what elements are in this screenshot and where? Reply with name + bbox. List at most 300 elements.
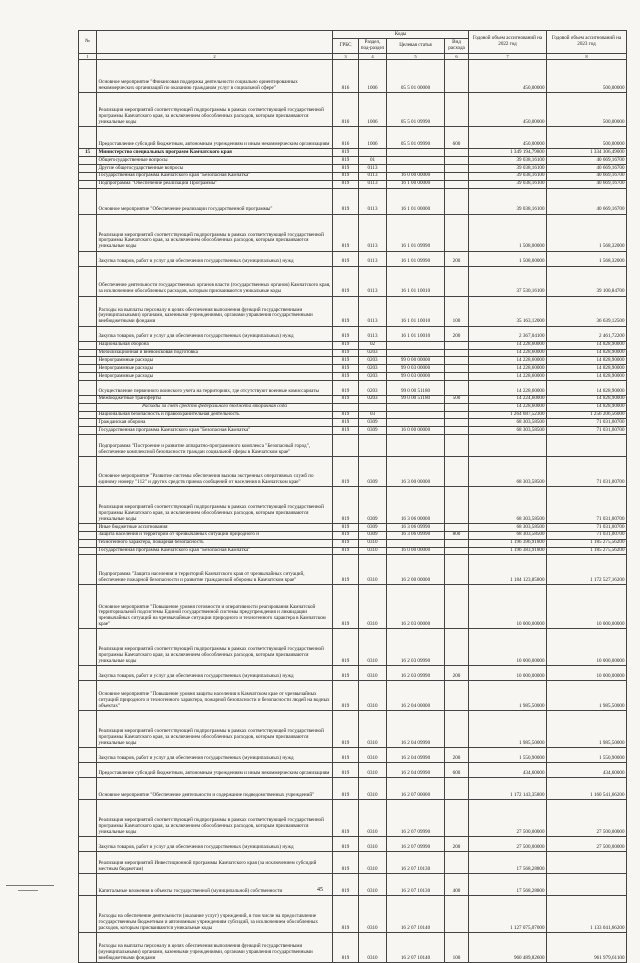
- row-grbs-cell: 819: [333, 555, 359, 585]
- row-cs-cell: 16 2 07 10140: [387, 896, 445, 933]
- table-row: [79, 435, 627, 457]
- row-2022-cell: 27 500,00000: [469, 800, 547, 837]
- row-2023-cell: 40 669,16700: [547, 157, 627, 165]
- row-razdel-cell: 0113: [359, 165, 387, 173]
- row-razdel-cell: 0309: [359, 419, 387, 427]
- row-2023-cell: 434,60000: [547, 763, 627, 778]
- row-cs-cell: 16 0 00 00000: [387, 172, 445, 180]
- table-row: [79, 419, 627, 427]
- row-grbs-cell: 819: [333, 457, 359, 487]
- row-vr-cell: [445, 172, 469, 180]
- row-razdel-cell: 0310: [359, 800, 387, 837]
- row-grbs-cell: 819: [333, 524, 359, 532]
- row-2022-cell: 37 530,16100: [469, 266, 547, 296]
- row-cs-cell: 16 1 01 00000: [387, 188, 445, 214]
- row-cs-cell: [387, 539, 445, 547]
- row-vr-cell: [445, 419, 469, 427]
- row-name-cell: Иные бюджетные ассигнования: [97, 524, 333, 532]
- row-2022-cell: 450,00000: [469, 60, 547, 93]
- row-grbs-cell: 819: [333, 681, 359, 711]
- row-vr-cell: [445, 266, 469, 296]
- row-razdel-cell: 0310: [359, 763, 387, 778]
- row-name-cell: Непрограммные расходы: [97, 357, 333, 365]
- row-2023-cell: 10 000,00000: [547, 666, 627, 681]
- row-vr-cell: [445, 349, 469, 357]
- row-2022-cell: 39 038,16100: [469, 188, 547, 214]
- row-number-cell: [79, 180, 97, 188]
- row-2023-cell: 1 334 306,49000: [547, 149, 627, 157]
- header-grbs: ГРБС: [333, 39, 359, 54]
- row-grbs-cell: 819: [333, 666, 359, 681]
- index-cell: 5: [387, 54, 445, 60]
- row-2023-cell: 500,00000: [547, 93, 627, 127]
- table-row: [79, 711, 627, 748]
- row-grbs-cell: [333, 435, 359, 457]
- row-vr-cell: [445, 435, 469, 457]
- row-vr-cell: 600: [445, 763, 469, 778]
- row-number-cell: [79, 60, 97, 93]
- row-2023-cell: 14 828,90000: [547, 365, 627, 373]
- row-2022-cell: 14 228,60000: [469, 403, 547, 411]
- row-2022-cell: 434,60000: [469, 763, 547, 778]
- row-2022-cell: 1 264 687,52300: [469, 411, 547, 419]
- row-vr-cell: [445, 341, 469, 349]
- row-2023-cell: 1 185 275,56200: [547, 547, 627, 555]
- row-number-cell: [79, 629, 97, 666]
- row-cs-cell: 16 2 03 09990: [387, 666, 445, 681]
- table-row: [79, 763, 627, 778]
- row-vr-cell: [445, 547, 469, 555]
- row-razdel-cell: [359, 149, 387, 157]
- row-2023-cell: 1 160 541,66200: [547, 778, 627, 800]
- row-number-cell: [79, 341, 97, 349]
- row-2022-cell: 14 228,60000: [469, 341, 547, 349]
- row-razdel-cell: 0310: [359, 539, 387, 547]
- row-vr-cell: [445, 681, 469, 711]
- row-vr-cell: [445, 487, 469, 524]
- row-2022-cell: 39 038,16100: [469, 172, 547, 180]
- row-2023-cell: [547, 435, 627, 457]
- row-razdel-cell: 0203: [359, 373, 387, 381]
- row-2022-cell: 14 228,60000: [469, 349, 547, 357]
- row-grbs-cell: 819: [333, 547, 359, 555]
- row-2022-cell: [469, 435, 547, 457]
- row-vr-cell: 400: [445, 874, 469, 896]
- row-number-cell: [79, 585, 97, 629]
- row-cs-cell: 16 1 01 10010: [387, 266, 445, 296]
- row-razdel-cell: 0310: [359, 629, 387, 666]
- table-row: [79, 585, 627, 629]
- row-name-cell: Реализация мероприятий соответствующей подпрограммы в рамках соответствующей государственной программы Камчатского края, за исключением обособленных расходов, которым присваиваются уникальные коды: [97, 629, 333, 666]
- row-number-cell: [79, 188, 97, 214]
- row-vr-cell: [445, 214, 469, 251]
- row-cs-cell: [387, 149, 445, 157]
- table-row: [79, 165, 627, 173]
- row-grbs-cell: 819: [333, 266, 359, 296]
- row-vr-cell: [445, 896, 469, 933]
- row-2023-cell: 40 669,16700: [547, 180, 627, 188]
- row-name-cell: Основное мероприятие "Обеспечение деятельности и содержание подведомственных учреждений": [97, 778, 333, 800]
- row-vr-cell: [445, 800, 469, 837]
- scan-mark: [6, 885, 54, 886]
- row-name-cell: Обеспечение деятельности государственных органов власти (государственных органов) Камчатского края, за исключением обособленных расходов, которым присваиваются уникальные коды: [97, 266, 333, 296]
- row-number-cell: [79, 251, 97, 266]
- row-grbs-cell: 819: [333, 748, 359, 763]
- row-2023-cell: 1 550,90000: [547, 748, 627, 763]
- row-name-cell: Основное мероприятие "Финансовая поддержка деятельности социально ориентированных некоммерческих организаций по оказанию гражданам услуг в социальной сфере": [97, 60, 333, 93]
- row-2022-cell: 1 196 396,91800: [469, 539, 547, 547]
- row-2023-cell: 1 568,32000: [547, 214, 627, 251]
- table-row: [79, 365, 627, 373]
- row-2023-cell: 27 500,00000: [547, 800, 627, 837]
- row-name-cell: Общегосударственные вопросы: [97, 157, 333, 165]
- row-vr-cell: [445, 180, 469, 188]
- row-vr-cell: 200: [445, 748, 469, 763]
- row-cs-cell: 16 1 01 09990: [387, 251, 445, 266]
- index-cell: 4: [359, 54, 387, 60]
- row-cs-cell: [387, 435, 445, 457]
- row-number-cell: [79, 427, 97, 435]
- row-2022-cell: 68 303,58500: [469, 427, 547, 435]
- row-name-cell: Закупка товаров, работ и услуг для обеспечения государственных (муниципальных) нужд: [97, 666, 333, 681]
- row-2022-cell: 68 303,58500: [469, 457, 547, 487]
- table-row: [79, 349, 627, 357]
- row-2023-cell: 1 985,50000: [547, 681, 627, 711]
- row-number-cell: [79, 539, 97, 547]
- row-name-cell: Основное мероприятие "Повышение уровня защиты населения в Камчатском крае от чрезвычайных ситуаций природного и техногенного характера, пожарной безопасности и безопасности людей на водных объектах": [97, 681, 333, 711]
- row-vr-cell: 200: [445, 666, 469, 681]
- row-cs-cell: 16 2 03 09990: [387, 629, 445, 666]
- row-razdel-cell: 0310: [359, 585, 387, 629]
- row-2022-cell: 1 127 075,07000: [469, 896, 547, 933]
- row-cs-cell: 16 3 06 09990: [387, 524, 445, 532]
- index-cell: 6: [445, 54, 469, 60]
- table-row: [79, 180, 627, 188]
- row-grbs-cell: 819: [333, 395, 359, 403]
- row-razdel-cell: 0310: [359, 748, 387, 763]
- row-number-cell: [79, 403, 97, 411]
- row-2022-cell: 10 000,00000: [469, 666, 547, 681]
- row-number-cell: [79, 127, 97, 149]
- row-grbs-cell: 819: [333, 539, 359, 547]
- row-grbs-cell: 819: [333, 837, 359, 852]
- row-razdel-cell: 0310: [359, 874, 387, 896]
- row-2022-cell: 1 196 383,91800: [469, 547, 547, 555]
- row-name-cell: Реализация мероприятий Инвестиционной программы Камчатского края (за исключением субсидий местным бюджетам): [97, 852, 333, 874]
- row-grbs-cell: 819: [333, 380, 359, 395]
- row-grbs-cell: 816: [333, 127, 359, 149]
- row-number-cell: [79, 487, 97, 524]
- row-name-cell: Основное мероприятие "Обеспечение реализации государственной программы": [97, 188, 333, 214]
- row-cs-cell: 16 3 00 00000: [387, 457, 445, 487]
- row-2022-cell: 450,00000: [469, 93, 547, 127]
- row-name-cell: Предоставление субсидий бюджетным, автономным учреждениям и иным некоммерческим организациям: [97, 127, 333, 149]
- row-razdel-cell: 0309: [359, 531, 387, 539]
- table-row: [79, 149, 627, 157]
- row-name-cell: Предоставление субсидий бюджетным, автономным учреждениям и иным некоммерческим организациям: [97, 763, 333, 778]
- table-row: [79, 188, 627, 214]
- row-grbs-cell: 819: [333, 933, 359, 963]
- row-vr-cell: [445, 778, 469, 800]
- row-name-cell: Реализация мероприятий соответствующей подпрограммы в рамках соответствующей государственной программы Камчатского края, за исключением обособленных расходов, которым присваиваются уникальные коды: [97, 93, 333, 127]
- row-2022-cell: 17 568,28800: [469, 852, 547, 874]
- table-row: [79, 380, 627, 395]
- row-vr-cell: [445, 555, 469, 585]
- table-row: [79, 395, 627, 403]
- row-name-cell: Реализация мероприятий соответствующей подпрограммы в рамках соответствующей государственной программы Камчатского края, за исключением обособленных расходов, которым присваиваются уникальные коды: [97, 487, 333, 524]
- row-name-cell: Расходы на обеспечение деятельности (оказание услуг) учреждений, в том числе на предоставление государственным бюджетным и автономным учреждениям субсидий, за исключением обособленных расходов, которым присваиваются уникальные коды: [97, 896, 333, 933]
- row-2022-cell: 1 550,90000: [469, 748, 547, 763]
- row-grbs-cell: 819: [333, 427, 359, 435]
- row-name-cell: Государственная программа Камчатского края "Безопасная Камчатка": [97, 547, 333, 555]
- row-grbs-cell: 819: [333, 411, 359, 419]
- header-kody: Коды: [333, 31, 469, 39]
- row-grbs-cell: 819: [333, 585, 359, 629]
- table-row: [79, 341, 627, 349]
- table-row: [79, 411, 627, 419]
- row-vr-cell: [445, 60, 469, 93]
- row-razdel-cell: 1006: [359, 93, 387, 127]
- row-cs-cell: 99 0 03 00000: [387, 365, 445, 373]
- table-row: [79, 748, 627, 763]
- row-number-cell: [79, 547, 97, 555]
- row-name-cell: Основное мероприятие "Повышение уровня готовности и оперативности реагирования Камчатской территориальной подсистемы Единой государственной системы предупреждения и ликвидации чрезвычайных ситуаций на чрезвычайные ситуации природного и техногенного характера в Камчатском крае": [97, 585, 333, 629]
- row-grbs-cell: 819: [333, 349, 359, 357]
- row-number-cell: [79, 419, 97, 427]
- row-2023-cell: 14 828,90000: [547, 373, 627, 381]
- row-2022-cell: 68 303,58500: [469, 487, 547, 524]
- row-2022-cell: 68 303,58500: [469, 524, 547, 532]
- row-2022-cell: 68 303,58500: [469, 531, 547, 539]
- row-vr-cell: [445, 585, 469, 629]
- row-vr-cell: [445, 427, 469, 435]
- row-vr-cell: [445, 188, 469, 214]
- row-cs-cell: 16 2 04 09990: [387, 711, 445, 748]
- row-2023-cell: 71 031,00700: [547, 531, 627, 539]
- row-name-cell: Реализация мероприятий соответствующей подпрограммы в рамках соответствующей государственной программы Камчатского края, за исключением обособленных расходов, которым присваиваются уникальные коды: [97, 711, 333, 748]
- row-2022-cell: 14 228,60000: [469, 373, 547, 381]
- row-grbs-cell: 819: [333, 157, 359, 165]
- row-razdel-cell: 0113: [359, 266, 387, 296]
- row-cs-cell: 16 3 06 00000: [387, 487, 445, 524]
- header-cs: Целевая статья: [387, 39, 445, 54]
- row-2023-cell: 1 133 041,66200: [547, 896, 627, 933]
- table-row: [79, 214, 627, 251]
- row-grbs-cell: 819: [333, 763, 359, 778]
- row-2022-cell: 1 349 194,79800: [469, 149, 547, 157]
- row-razdel-cell: 0310: [359, 547, 387, 555]
- row-number-cell: [79, 380, 97, 395]
- row-name-cell: Межбюджетные трансферты: [97, 395, 333, 403]
- row-name-cell: Мобилизационная и вневойсковая подготовка: [97, 349, 333, 357]
- row-vr-cell: [445, 357, 469, 365]
- row-grbs-cell: 819: [333, 629, 359, 666]
- row-2023-cell: 71 031,00700: [547, 419, 627, 427]
- row-name-cell: Закупка товаров, работ и услуг для обеспечения государственных (муниципальных) нужд: [97, 326, 333, 341]
- row-number-cell: [79, 457, 97, 487]
- row-razdel-cell: 0310: [359, 681, 387, 711]
- table-row: [79, 666, 627, 681]
- table-row: [79, 457, 627, 487]
- row-grbs-cell: 819: [333, 365, 359, 373]
- row-vr-cell: [445, 457, 469, 487]
- table-row: [79, 896, 627, 933]
- row-cs-cell: 16 2 07 10130: [387, 874, 445, 896]
- row-vr-cell: [445, 165, 469, 173]
- table-row: [79, 403, 627, 411]
- row-razdel-cell: 02: [359, 341, 387, 349]
- row-name-cell: Реализация мероприятий соответствующей подпрограммы в рамках соответствующей государственной программы Камчатского края, за исключением обособленных расходов, которым присваиваются уникальные коды: [97, 214, 333, 251]
- row-razdel-cell: 0309: [359, 427, 387, 435]
- row-cs-cell: 16 2 07 09990: [387, 837, 445, 852]
- row-name-cell: Расходы на выплаты персоналу в целях обеспечения выполнения функций государственными (муниципальными) органами, казенными учреждениями, органами управления государственными внебюджетными фондами: [97, 933, 333, 963]
- row-vr-cell: 800: [445, 531, 469, 539]
- row-name-cell: Расходы на выплаты персоналу в целях обеспечения выполнения функций государственными (муниципальными) органами, казенными учреждениями, органами управления государственными внебюджетными фондами: [97, 296, 333, 326]
- row-2023-cell: 14 828,90000: [547, 403, 627, 411]
- row-number-cell: [79, 395, 97, 403]
- row-name-cell: Защита населения и территории от чрезвычайных ситуаций природного и: [97, 531, 333, 539]
- table-row: [79, 251, 627, 266]
- row-razdel-cell: 0310: [359, 711, 387, 748]
- row-number-cell: [79, 266, 97, 296]
- row-2023-cell: 71 031,00700: [547, 457, 627, 487]
- row-cs-cell: [387, 411, 445, 419]
- row-cs-cell: 16 2 04 00000: [387, 681, 445, 711]
- row-2022-cell: 10 000,00000: [469, 585, 547, 629]
- row-number-cell: [79, 165, 97, 173]
- row-number-cell: [79, 933, 97, 963]
- row-razdel-cell: 0309: [359, 487, 387, 524]
- row-grbs-cell: 819: [333, 341, 359, 349]
- row-2022-cell: 2 367,04100: [469, 326, 547, 341]
- row-razdel-cell: 0113: [359, 296, 387, 326]
- table-row: [79, 266, 627, 296]
- row-cs-cell: 16 1 00 00000: [387, 180, 445, 188]
- row-cs-cell: 05 5 01 09990: [387, 93, 445, 127]
- row-vr-cell: [445, 157, 469, 165]
- row-name-cell: Закупка товаров, работ и услуг для обеспечения государственных (муниципальных) нужд: [97, 251, 333, 266]
- row-number-cell: [79, 555, 97, 585]
- row-number-cell: [79, 365, 97, 373]
- row-2022-cell: 39 038,16100: [469, 165, 547, 173]
- table-row: [79, 93, 627, 127]
- row-number-cell: [79, 681, 97, 711]
- row-name-cell: Осуществление первичного воинского учета на территориях, где отсутствуют военные комиссариаты: [97, 380, 333, 395]
- row-number-cell: [79, 93, 97, 127]
- row-vr-cell: [445, 411, 469, 419]
- row-number-cell: [79, 326, 97, 341]
- table-body: [79, 60, 627, 963]
- row-vr-cell: 200: [445, 837, 469, 852]
- table-row: [79, 547, 627, 555]
- row-2022-cell: 39 038,16100: [469, 180, 547, 188]
- row-cs-cell: 16 2 07 10130: [387, 852, 445, 874]
- row-grbs-cell: 819: [333, 419, 359, 427]
- row-2023-cell: 40 669,16700: [547, 188, 627, 214]
- row-razdel-cell: 01: [359, 157, 387, 165]
- row-cs-cell: 16 2 07 10140: [387, 933, 445, 963]
- row-2022-cell: 1 508,00000: [469, 251, 547, 266]
- row-number-cell: [79, 800, 97, 837]
- row-2022-cell: 1 508,00000: [469, 214, 547, 251]
- row-grbs-cell: 816: [333, 93, 359, 127]
- row-2023-cell: 14 828,90000: [547, 341, 627, 349]
- row-2022-cell: 14 228,60000: [469, 357, 547, 365]
- row-cs-cell: 16 1 01 09990: [387, 214, 445, 251]
- row-razdel-cell: 0203: [359, 365, 387, 373]
- row-cs-cell: 99 0 00 51180: [387, 395, 445, 403]
- index-cell: 1: [79, 54, 97, 60]
- row-razdel-cell: [359, 435, 387, 457]
- row-2022-cell: 450,00000: [469, 127, 547, 149]
- row-name-cell: Государственная программа Камчатского края "Безопасная Камчатка": [97, 172, 333, 180]
- table-row: [79, 539, 627, 547]
- table-row: [79, 157, 627, 165]
- row-vr-cell: [445, 539, 469, 547]
- row-cs-cell: 16 0 00 00000: [387, 547, 445, 555]
- table-row: [79, 933, 627, 963]
- table-row: [79, 852, 627, 874]
- row-grbs-cell: 819: [333, 800, 359, 837]
- row-grbs-cell: 819: [333, 874, 359, 896]
- row-2022-cell: 1 172 143,35800: [469, 778, 547, 800]
- row-cs-cell: [387, 341, 445, 349]
- row-2022-cell: 10 000,00000: [469, 629, 547, 666]
- index-cell: 8: [547, 54, 627, 60]
- row-2023-cell: 71 031,00700: [547, 524, 627, 532]
- row-razdel-cell: 0310: [359, 778, 387, 800]
- row-2023-cell: 1 568,32000: [547, 251, 627, 266]
- row-grbs-cell: 819: [333, 172, 359, 180]
- row-razdel-cell: 0310: [359, 666, 387, 681]
- row-2022-cell: 27 500,00000: [469, 837, 547, 852]
- row-razdel-cell: 0310: [359, 852, 387, 874]
- row-grbs-cell: 819: [333, 188, 359, 214]
- row-razdel-cell: 0310: [359, 837, 387, 852]
- table-row: [79, 629, 627, 666]
- row-grbs-cell: 816: [333, 60, 359, 93]
- header-2022: Годовой объем ассигнований на 2022 год: [469, 31, 547, 54]
- row-grbs-cell: 819: [333, 180, 359, 188]
- row-vr-cell: 200: [445, 326, 469, 341]
- row-number-cell: 15: [79, 149, 97, 157]
- row-cs-cell: [387, 349, 445, 357]
- table-row: [79, 837, 627, 852]
- table-row: [79, 326, 627, 341]
- row-name-cell: Непрограммные расходы: [97, 373, 333, 381]
- row-grbs-cell: 819: [333, 165, 359, 173]
- row-cs-cell: 99 0 00 51180: [387, 380, 445, 395]
- row-2023-cell: 14 828,90000: [547, 380, 627, 395]
- row-cs-cell: 16 2 07 09990: [387, 800, 445, 837]
- row-grbs-cell: 819: [333, 487, 359, 524]
- row-2022-cell: 14 224,60000: [469, 395, 547, 403]
- table-row: [79, 427, 627, 435]
- row-number-cell: [79, 748, 97, 763]
- row-cs-cell: 16 2 00 00000: [387, 555, 445, 585]
- index-cell: 2: [97, 54, 333, 60]
- row-razdel-cell: 0113: [359, 251, 387, 266]
- row-number-cell: [79, 435, 97, 457]
- row-2022-cell: 1 985,50000: [469, 681, 547, 711]
- row-number-cell: [79, 711, 97, 748]
- row-2023-cell: 39 100,84700: [547, 266, 627, 296]
- row-name-cell: Другие общегосударственные вопросы: [97, 165, 333, 173]
- row-razdel-cell: 0113: [359, 172, 387, 180]
- row-name-cell: Подпрограмма "Защита населения и территорий Камчатского края от чрезвычайных ситуаций, обеспечение пожарной безопасности и развитие гражданской обороны в Камчатском крае": [97, 555, 333, 585]
- row-cs-cell: 05 5 01 09990: [387, 127, 445, 149]
- row-2023-cell: 1 985,50000: [547, 711, 627, 748]
